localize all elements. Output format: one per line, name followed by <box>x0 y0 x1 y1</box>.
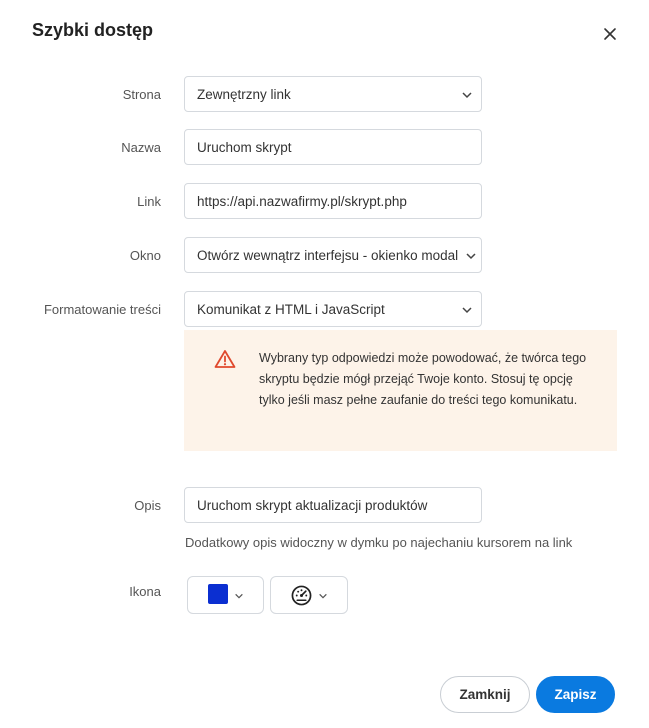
icon-picker-button[interactable] <box>270 576 348 614</box>
chevron-down-icon <box>465 250 477 262</box>
opis-label: Opis <box>134 498 161 513</box>
chevron-down-icon <box>234 591 244 601</box>
color-picker-button[interactable] <box>187 576 264 614</box>
opis-value: Uruchom skrypt aktualizacji produktów <box>197 497 428 513</box>
chevron-down-icon <box>461 304 473 316</box>
chevron-down-icon <box>461 89 473 101</box>
strona-value: Zewnętrzny link <box>197 86 291 102</box>
warning-triangle-icon <box>214 349 236 369</box>
formatowanie-label: Formatowanie treści <box>43 302 161 317</box>
nazwa-label: Nazwa <box>121 140 161 155</box>
warning-box <box>184 330 617 451</box>
nazwa-value: Uruchom skrypt <box>197 139 292 155</box>
okno-select[interactable] <box>184 237 482 273</box>
strona-label: Strona <box>122 87 161 102</box>
speedometer-icon <box>291 585 312 606</box>
formatowanie-value: Komunikat z HTML i JavaScript <box>197 301 385 317</box>
okno-label: Okno <box>129 248 161 263</box>
strona-select[interactable] <box>184 76 482 112</box>
close-icon[interactable] <box>600 24 620 44</box>
opis-input[interactable] <box>184 487 482 523</box>
okno-value: Otwórz wewnątrz interfejsu - okienko modal <box>197 247 459 263</box>
formatowanie-select[interactable] <box>184 291 482 327</box>
warning-text: Wybrany typ odpowiedzi może powodować, że twórca tego skryptu będzie mógł przejąć Twoje konto. Stosuj tę opcję tylko jeśli masz pełne zaufanie do treści tego komunikatu. <box>259 351 587 407</box>
chevron-down-icon <box>318 591 328 601</box>
link-value: https://api.nazwafirmy.pl/skrypt.php <box>197 193 407 209</box>
color-swatch <box>208 584 228 604</box>
opis-hint: Dodatkowy opis widoczny w dymku po najechaniu kursorem na link <box>185 535 573 550</box>
nazwa-input[interactable] <box>184 129 482 165</box>
ikona-label: Ikona <box>129 584 161 599</box>
link-input[interactable] <box>184 183 482 219</box>
dialog-title: Szybki dostęp <box>32 20 154 40</box>
save-button[interactable]: Zapisz <box>536 676 615 713</box>
close-button[interactable]: Zamknij <box>440 676 530 713</box>
link-label: Link <box>137 194 161 209</box>
